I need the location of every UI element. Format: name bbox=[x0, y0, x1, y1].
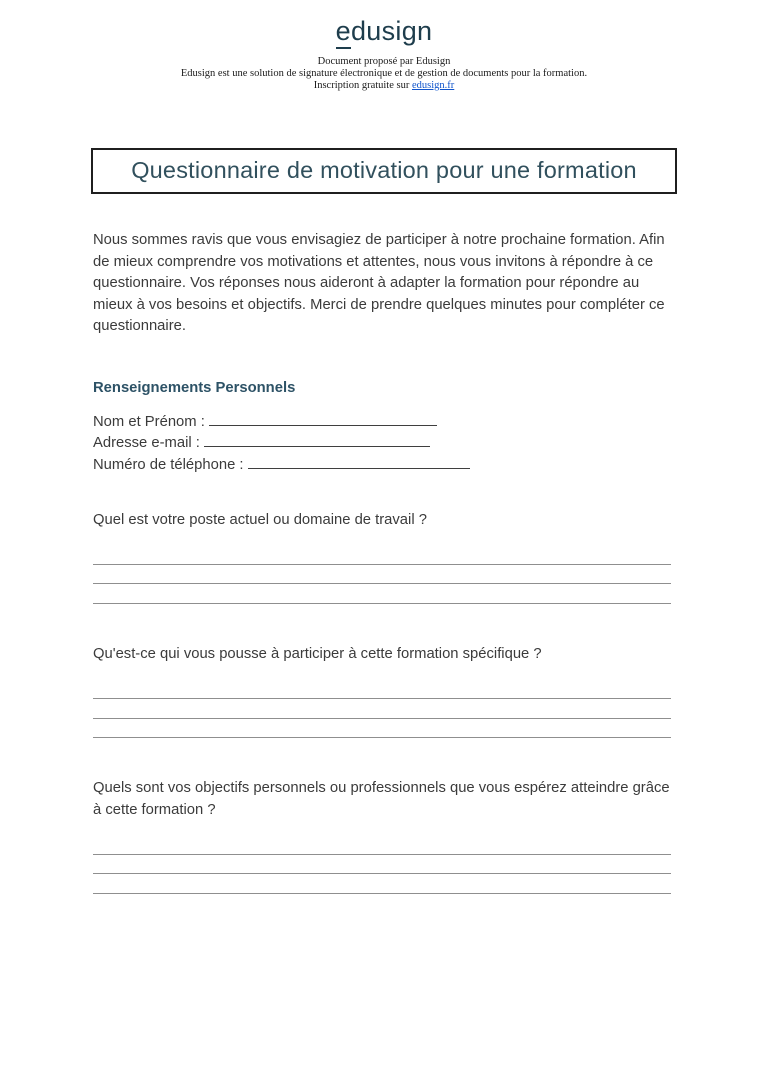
field-blank-line-email bbox=[204, 434, 430, 447]
header-note bbox=[0, 56, 768, 92]
title-box bbox=[91, 148, 677, 194]
field-row-name bbox=[93, 412, 671, 433]
field-blank-line-phone bbox=[248, 456, 470, 469]
section-heading: Renseignements Personnels bbox=[93, 379, 296, 396]
answer-line bbox=[93, 680, 671, 700]
answer-line bbox=[93, 565, 671, 585]
question-block-3 bbox=[93, 778, 671, 894]
question-text-2: Qu'est-ce qui vous pousse à participer à cette formation spécifique ? bbox=[93, 645, 542, 662]
question-text-3: Quels sont vos objectifs personnels ou professionnels que vous espérez atteindre grâce à cette formation ? bbox=[93, 780, 670, 818]
answer-lines-2 bbox=[93, 680, 671, 739]
field-blank-line-name bbox=[209, 413, 437, 426]
answer-line bbox=[93, 545, 671, 565]
intro-paragraph: Nous sommes ravis que vous envisagiez de participer à notre prochaine formation. Afin de mieux comprendre vos motivations et attentes, nous vous invitons à répondre à ce questionnaire. Vos réponses nous aideront à adapter la formation pour répondre au mieux à vos besoins et objectifs. Merci de prendre quelques minutes pour compléter ce questionnaire. bbox=[93, 232, 665, 335]
logo-rest: dusign bbox=[350, 16, 433, 46]
answer-line bbox=[93, 835, 671, 855]
answer-lines-1 bbox=[93, 545, 671, 604]
answer-line bbox=[93, 699, 671, 719]
field-label-name: Nom et Prénom : bbox=[93, 413, 205, 430]
answer-line bbox=[93, 874, 671, 894]
edusign-link[interactable]: edusign.fr bbox=[411, 80, 455, 91]
document-body bbox=[93, 230, 671, 894]
personal-info-fields bbox=[93, 412, 671, 476]
field-label-phone: Numéro de téléphone : bbox=[93, 456, 244, 473]
header bbox=[0, 0, 768, 92]
answer-line bbox=[93, 584, 671, 604]
field-label-email: Adresse e-mail : bbox=[93, 435, 200, 452]
page-title: Questionnaire de motivation pour une formation bbox=[131, 157, 637, 183]
edusign-logo bbox=[336, 16, 433, 47]
header-note-line3 bbox=[0, 80, 768, 92]
question-text-1: Quel est votre poste actuel ou domaine de travail ? bbox=[93, 511, 427, 528]
header-note-line2: Edusign est une solution de signature électronique et de gestion de documents pour la formation. bbox=[180, 68, 588, 79]
answer-line bbox=[93, 855, 671, 875]
question-block-2 bbox=[93, 644, 671, 738]
header-note-line1: Document proposé par Edusign bbox=[317, 56, 451, 67]
field-row-email bbox=[93, 433, 671, 454]
answer-lines-3 bbox=[93, 835, 671, 894]
header-note-line3-text: Inscription gratuite sur bbox=[313, 80, 412, 91]
answer-line bbox=[93, 719, 671, 739]
field-row-phone bbox=[93, 455, 671, 476]
logo-underlined-e: e bbox=[336, 16, 351, 49]
question-block-1 bbox=[93, 510, 671, 604]
